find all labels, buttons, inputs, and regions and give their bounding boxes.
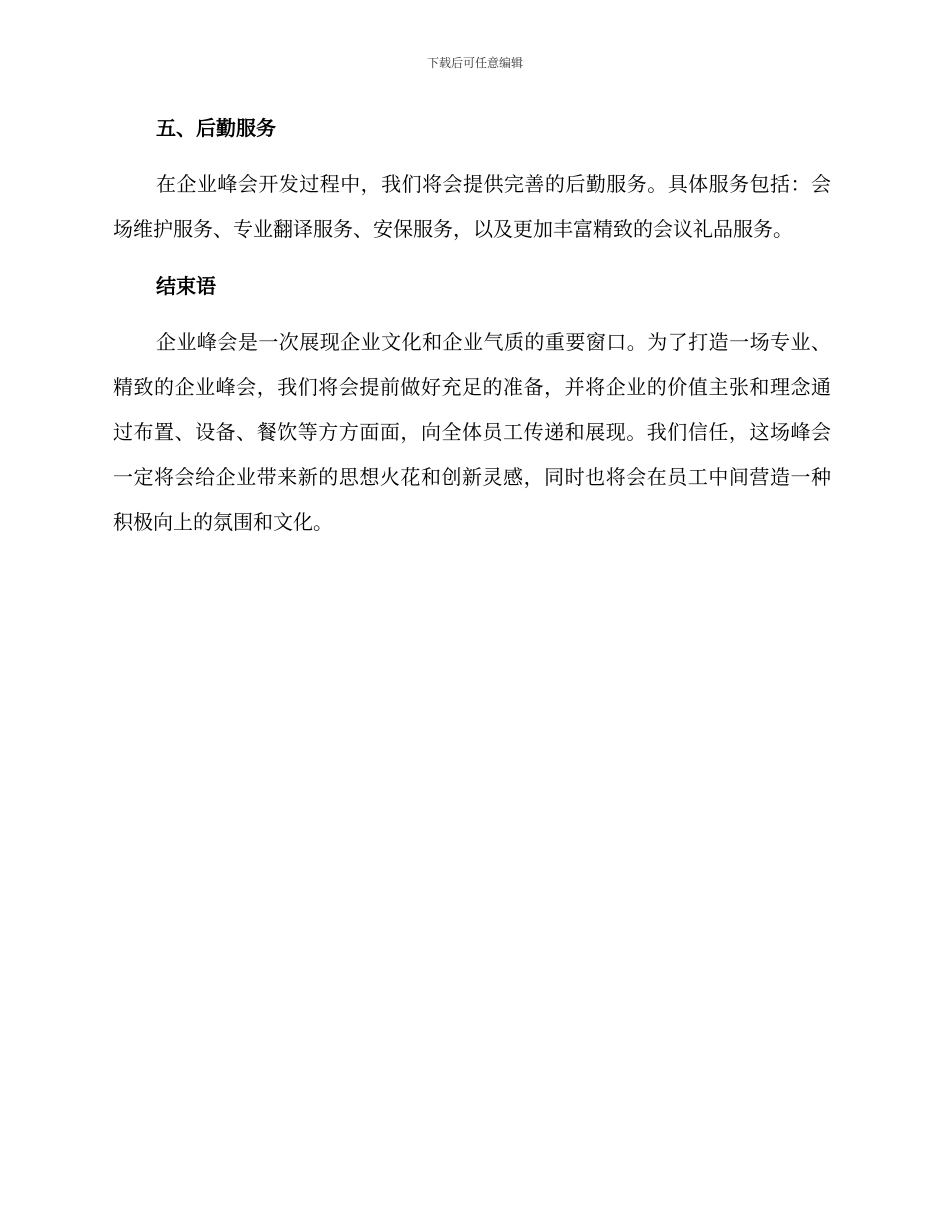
document-body [113,110,831,545]
section-paragraph-conclusion: 企业峰会是一次展现企业文化和企业气质的重要窗口。为了打造一场专业、精致的企业峰会，我们将会提前做好充足的准备，并将企业的价值主张和理念通过布置、设备、餐饮等方方面面，向全体员工传递和展现。我们信任，这场峰会一定将会给企业带来新的思想火花和创新灵感，同时也将会在员工中间营造一种积极向上的氛围和文化。 [113,330,831,534]
section-heading-conclusion: 结束语 [156,274,216,298]
section-heading-logistics: 五、后勤服务 [156,116,276,140]
page-header: 下载后可任意编辑 [426,56,523,70]
section-paragraph-logistics: 在企业峰会开发过程中，我们将会提供完善的后勤服务。具体服务包括：会场维护服务、专业翻译服务、安保服务，以及更加丰富精致的会议礼品服务。 [113,172,831,241]
